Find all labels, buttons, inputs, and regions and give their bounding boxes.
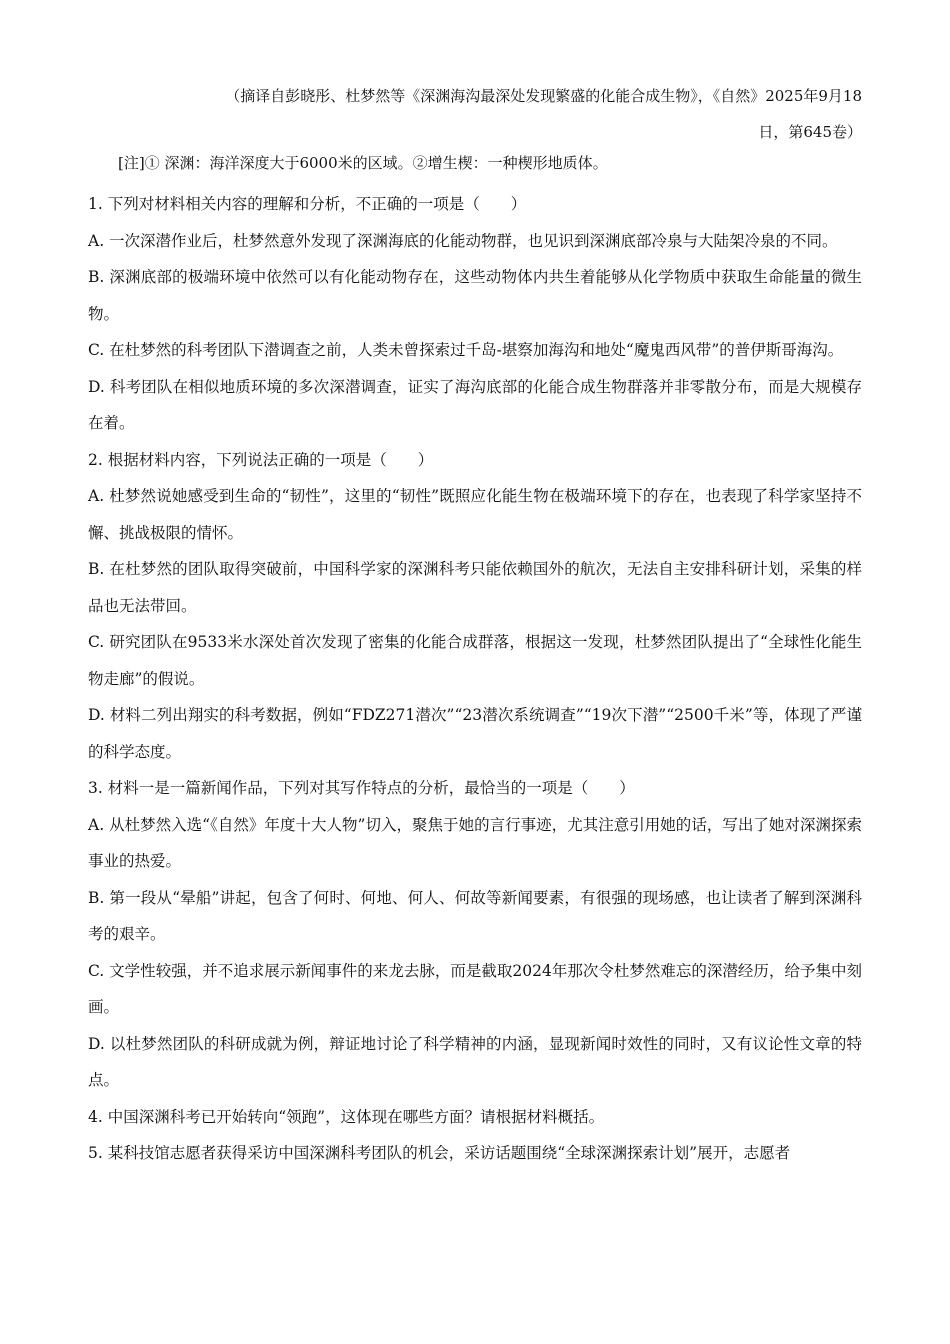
question-1-stem: 1. 下列对材料相关内容的理解和分析，不正确的一项是（ ） [88,195,527,213]
question-2-option-d: D. 材料二列出翔实的科考数据，例如“FDZ271潜次”“23潜次系统调查”“19次下潜”“2500千米”等，体现了严谨的科学态度。 [88,706,862,761]
question-1-option-c: C. 在杜梦然的科考团队下潜调查之前，人类未曾探索过千岛-堪察加海沟和地处“魔鬼西风带”的普伊斯哥海沟。 [88,341,844,359]
question-2-option-a: A. 杜梦然说她感受到生命的“韧性”，这里的“韧性”既照应化能生物在极端环境下的存在，也表现了科学家坚持不懈、挑战极限的情怀。 [88,487,862,542]
question-3-option-b: B. 第一段从“晕船”讲起，包含了何时、何地、何人、何故等新闻要素，有很强的现场感，也让读者了解到深渊科考的艰辛。 [88,888,862,943]
question-1-option-a: A. 一次深潜作业后，杜梦然意外发现了深渊海底的化能动物群，也见识到深渊底部冷泉与大陆架冷泉的不同。 [88,231,838,250]
question-2-option-b: B. 在杜梦然的团队取得突破前，中国科学家的深渊科考只能依赖国外的航次，无法自主安排科研计划，采集的样品也无法带回。 [88,560,862,615]
question-2-stem: 2. 根据材料内容，下列说法正确的一项是（ ） [88,450,434,469]
question-5-stem: 5. 某科技馆志愿者获得采访中国深渊科考团队的机会，采访话题围绕“全球深渊探索计划”展开，志愿者 [88,1144,791,1162]
question-1-option-b: B. 深渊底部的极端环境中依然可以有化能动物存在，这些动物体内共生着能够从化学物质中获取生命能量的微生物。 [88,268,862,323]
question-2-option-c: C. 研究团队在9533米水深处首次发现了密集的化能合成群落，根据这一发现，杜梦然团队提出了“全球性化能生物走廊”的假说。 [88,633,862,688]
question-1-option-d: D. 科考团队在相似地质环境的多次深潜调查，证实了海沟底部的化能合成生物群落并非零散分布，而是大规模存在着。 [88,377,862,432]
question-4-stem: 4. 中国深渊科考已开始转向“领跑”，这体现在哪些方面？请根据材料概括。 [88,1107,605,1126]
source-line-1: （摘译自彭晓彤、杜梦然等《深渊海沟最深处发现繁盛的化能合成生物》，《自然》2025年9月18 [225,87,862,105]
question-3-stem: 3. 材料一是一篇新闻作品，下列对其写作特点的分析，最恰当的一项是（ ） [88,779,635,797]
question-3-option-a: A. 从杜梦然入选“《自然》年度十大人物”切入，聚焦于她的言行事迹，尤其注意引用她的话，写出了她对深渊探索事业的热爱。 [88,815,862,870]
source-line-2: 日，第645卷） [758,123,862,141]
question-3-option-d: D. 以杜梦然团队的科研成就为例，辩证地讨论了科学精神的内涵，显现新闻时效性的同时，又有议论性文章的特点。 [88,1034,862,1089]
footnote: [注]① 深渊：海洋深度大于6000米的区域。②增生楔：一种楔形地质体。 [118,154,608,172]
questions-section [88,186,862,1172]
source-citation [100,78,862,150]
question-3-option-c: C. 文学性较强，并不追求展示新闻事件的来龙去脉，而是截取2024年那次令杜梦然难忘的深潜经历，给予集中刻画。 [88,961,862,1016]
